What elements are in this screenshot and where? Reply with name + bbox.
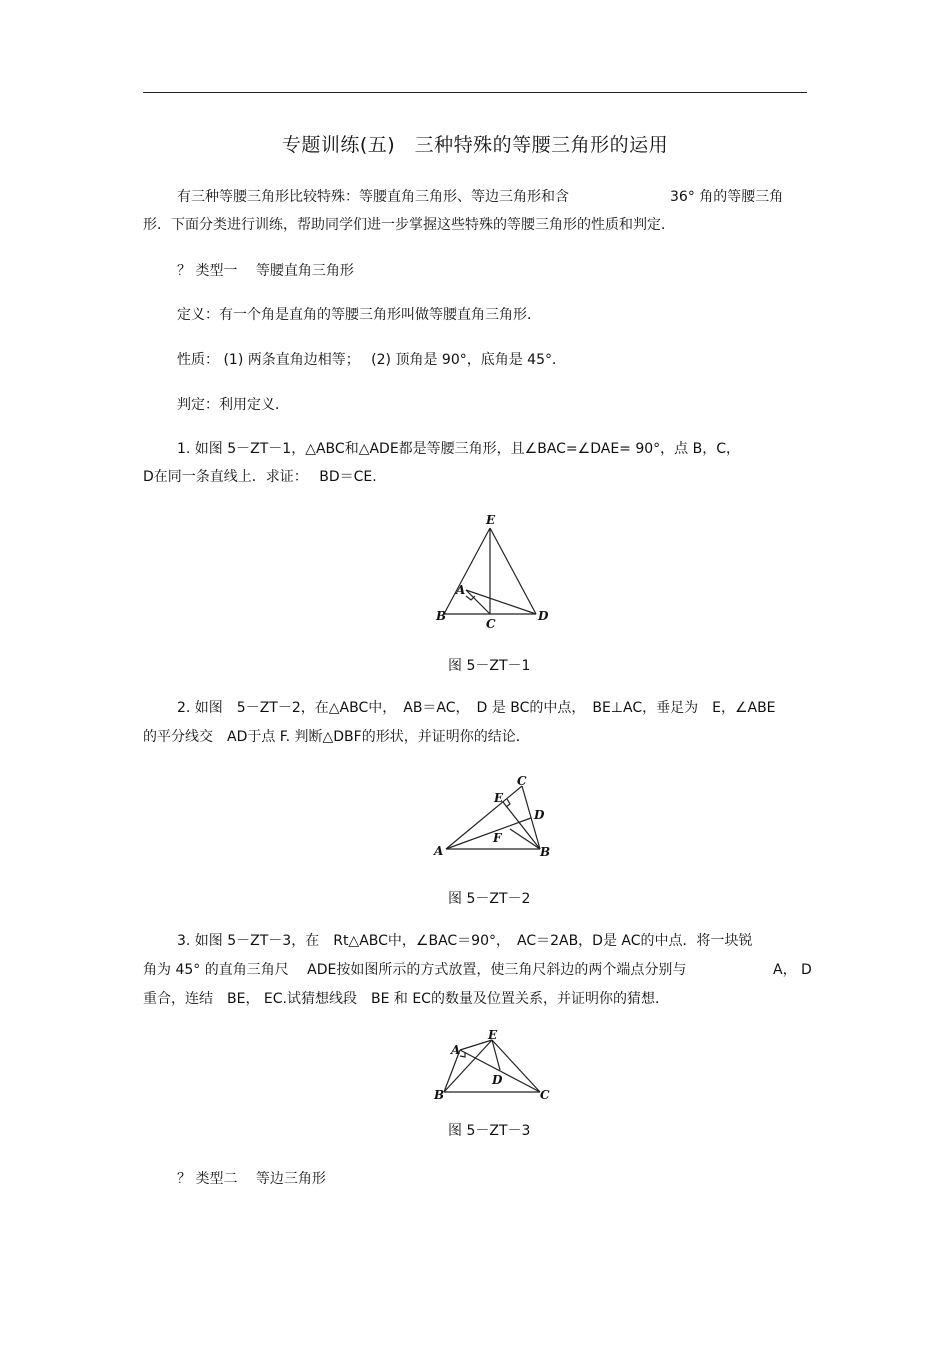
type1-definition: 定义：有一个角是直角的等腰三角形叫做等腰直角三角形． — [177, 307, 541, 323]
figure-2-caption: 图 5－ZT－2 — [448, 891, 531, 907]
figure-1-caption: 图 5－ZT－1 — [448, 658, 531, 674]
intro-line-1a: 有三种等腰三角形比较特殊：等腰直角三角形、等边三角形和含 — [177, 189, 569, 205]
problem-3-line-2b: A， D — [773, 962, 812, 978]
type1-criterion: 判定：利用定义． — [177, 397, 289, 413]
fig3-label-D: D — [492, 1073, 503, 1087]
type2-heading: ？ 类型二 等边三角形 — [177, 1171, 326, 1187]
problem-3-line-3: 重合，连结 BE， EC.试猜想线段 BE 和 EC的数量及位置关系，并证明你的猜想． — [143, 991, 669, 1007]
figure-3 — [430, 1030, 560, 1105]
fig1-label-D: D — [538, 609, 549, 623]
problem-2-line-2: 的平分线交 AD于点 F. 判断△DBF的形状，并证明你的结论． — [143, 729, 530, 745]
intro-line-1b: 36° 角的等腰三角 — [670, 189, 784, 205]
fig1-label-E: E — [486, 513, 496, 527]
fig2-label-A: A — [434, 844, 444, 858]
fig3-label-A: A — [451, 1043, 461, 1057]
type1-heading: ？ 类型一 等腰直角三角形 — [177, 263, 354, 279]
problem-2-line-1: 2. 如图 5－ZT－2，在△ABC中， AB＝AC， D 是 BC的中点， BE⊥AC，垂足为 E，∠ABE — [177, 700, 776, 716]
header-rule — [143, 92, 807, 93]
fig2-edge-AC — [446, 786, 522, 849]
fig1-right-angle-mark — [466, 596, 475, 600]
fig3-label-B: B — [434, 1088, 445, 1102]
problem-3-line-2a: 角为 45° 的直角三角尺 ADE按如图所示的方式放置，使三角尺斜边的两个端点分别与 — [143, 962, 687, 978]
fig2-edge-AD — [446, 818, 531, 849]
problem-1-line-1: 1. 如图 5－ZT－1，△ABC和△ADE都是等腰三角形，且∠BAC=∠DAE= 90°，点 B，C， — [177, 441, 740, 457]
problem-1-line-2: D在同一条直线上．求证： BD＝CE. — [143, 469, 377, 485]
fig2-label-D: D — [534, 808, 545, 822]
fig2-label-B: B — [540, 845, 551, 859]
figure-1 — [430, 510, 560, 635]
fig2-label-E: E — [494, 791, 504, 805]
intro-line-2: 形．下面分类进行训练，帮助同学们进一步掌握这些特殊的等腰三角形的性质和判定． — [143, 217, 675, 233]
figure-2 — [430, 772, 560, 862]
type1-property: 性质： (1) 两条直角边相等； (2) 顶角是 90°，底角是 45°． — [177, 352, 566, 368]
fig1-label-B: B — [436, 609, 447, 623]
page-title: 专题训练(五) 三种特殊的等腰三角形的运用 — [281, 134, 669, 156]
fig1-label-A: A — [456, 583, 466, 597]
fig3-label-C: C — [540, 1088, 550, 1102]
figure-3-caption: 图 5－ZT－3 — [448, 1123, 531, 1139]
fig1-label-C: C — [486, 617, 496, 631]
problem-3-line-1: 3. 如图 5－ZT－3，在 Rt△ABC中，∠BAC＝90°， AC＝2AB，D是 AC的中点．将一块锐 — [177, 933, 753, 949]
fig3-label-E: E — [488, 1028, 498, 1042]
fig2-label-C: C — [517, 774, 527, 788]
fig1-edge-EB — [444, 528, 490, 614]
fig2-label-F: F — [493, 831, 502, 845]
